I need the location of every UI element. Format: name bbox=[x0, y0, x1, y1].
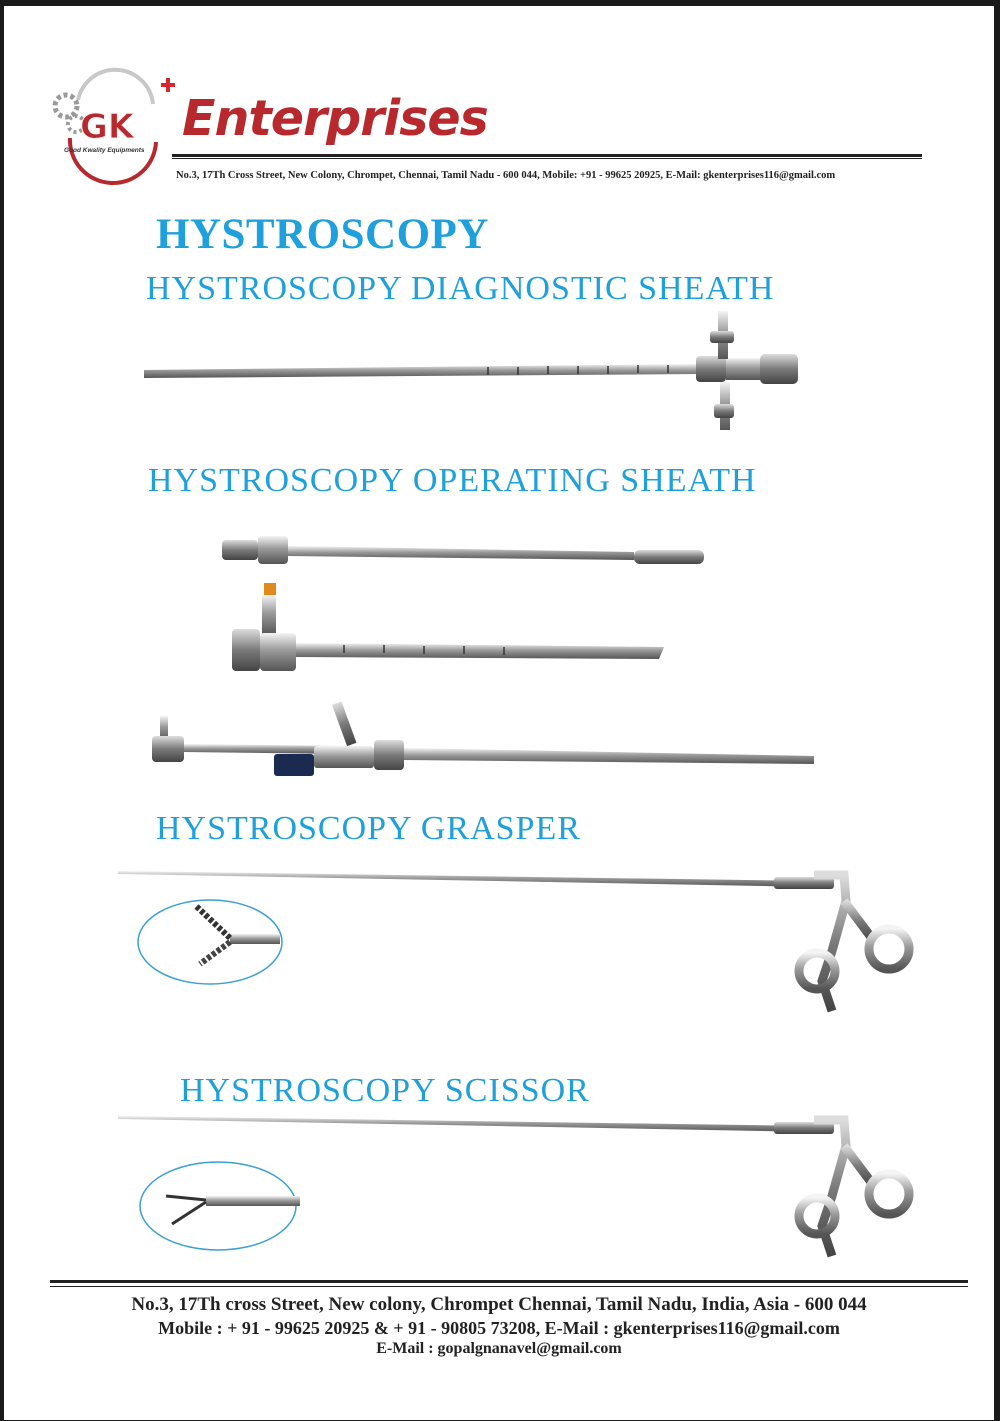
footer-divider bbox=[50, 1280, 968, 1283]
catalog-page bbox=[4, 6, 994, 1420]
operating-sheath-outer-image bbox=[224, 581, 674, 676]
logo-tagline: Good Kwality Equipments bbox=[64, 147, 145, 154]
section-title-grasper: HYSTROSCOPY GRASPER bbox=[156, 810, 581, 847]
footer-contact: Mobile : + 91 - 99625 20925 & + 91 - 90805 73208, E-Mail : gkenterprises116@gmail.com bbox=[158, 1318, 840, 1338]
section-title-operating-sheath: HYSTROSCOPY OPERATING SHEATH bbox=[148, 462, 757, 499]
diagnostic-sheath-image bbox=[138, 306, 808, 436]
section-title-scissor: HYSTROSCOPY SCISSOR bbox=[180, 1072, 590, 1109]
footer-address: No.3, 17Th cross Street, New colony, Chrompet Chennai, Tamil Nadu, India, Asia - 600 044 bbox=[131, 1294, 867, 1315]
gk-logo bbox=[48, 76, 178, 176]
svg-text:GK: GK bbox=[80, 107, 135, 147]
footer-email: E-Mail : gopalgnanavel@gmail.com bbox=[376, 1340, 622, 1357]
operating-sheath-assembled-image bbox=[144, 696, 824, 786]
header-address: No.3, 17Th Cross Street, New Colony, Chrompet, Chennai, Tamil Nadu - 600 044, Mobile: +91 - 99625 20925, E-Mail: gkenterprises116@gmail.com bbox=[176, 170, 836, 181]
section-title-diagnostic-sheath: HYSTROSCOPY DIAGNOSTIC SHEATH bbox=[146, 270, 775, 307]
brand-name: Enterprises bbox=[182, 90, 488, 147]
page-title: HYSTROSCOPY bbox=[156, 211, 489, 258]
footer-divider-thin bbox=[50, 1286, 968, 1287]
operating-sheath-obturator-image bbox=[214, 526, 714, 576]
scissor-tip-detail bbox=[136, 1156, 306, 1256]
header-divider bbox=[172, 154, 922, 159]
grasper-tip-detail bbox=[134, 894, 294, 989]
